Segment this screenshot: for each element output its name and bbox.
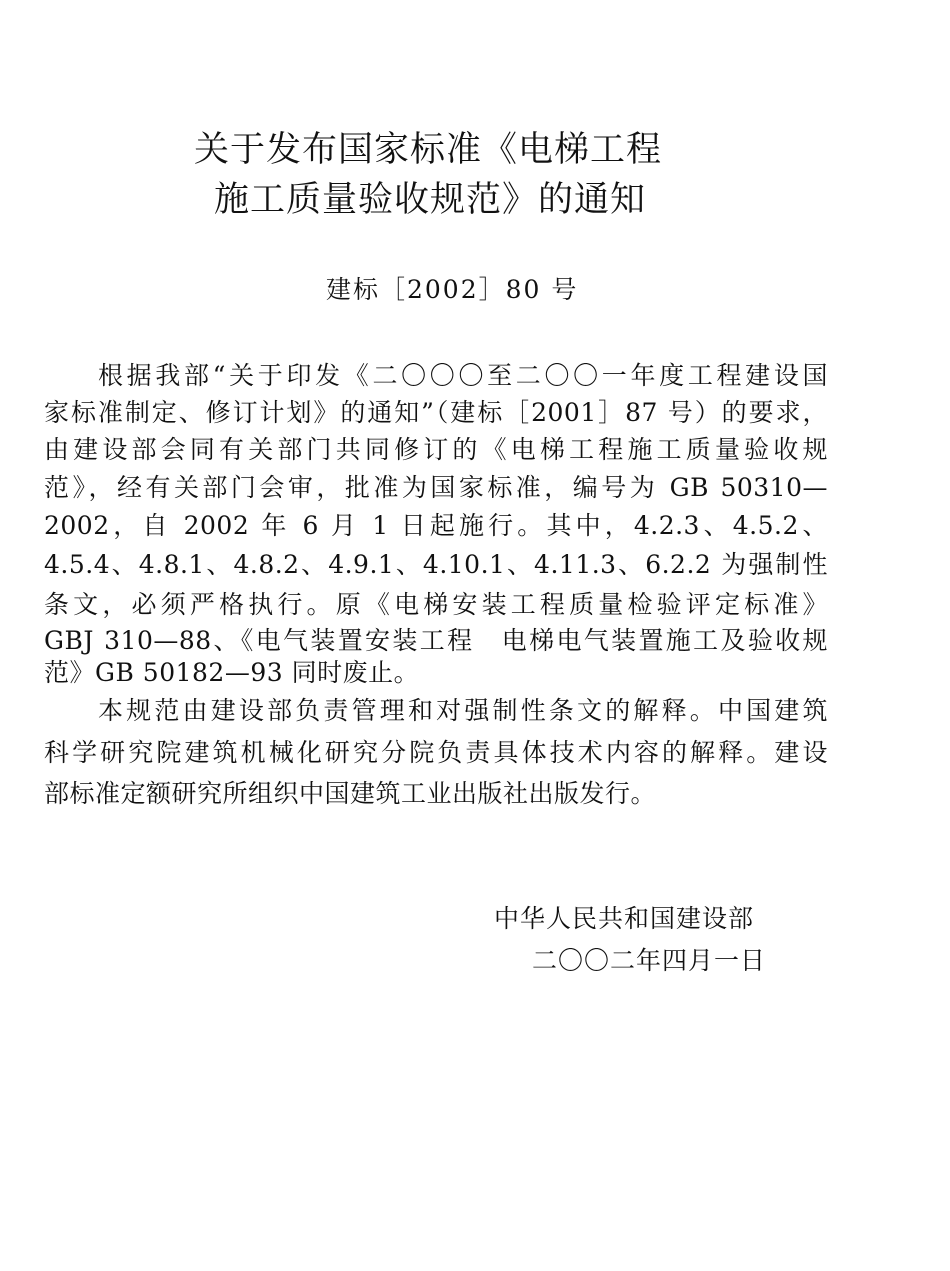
paragraph-2-line-2: 科学研究院建筑机械化研究分院负责具体技术内容的解释。建设 xyxy=(44,738,828,767)
paragraph-1-line-5: 2002，自 2002 年 6 月 1 日起施行。其中，4.2.3、4.5.2、 xyxy=(44,511,828,540)
notice-title-line-1: 关于发布国家标准《电梯工程 xyxy=(194,130,663,170)
paragraph-1-line-3: 由建设部会同有关部门共同修订的《电梯工程施工质量验收规 xyxy=(44,435,828,464)
paragraph-1-line-7: 条文，必须严格执行。原《电梯安装工程质量检验评定标准》 xyxy=(44,590,828,619)
paragraph-2-line-3: 部标准定额研究所组织中国建筑工业出版社出版发行。 xyxy=(44,779,657,808)
issuing-authority: 中华人民共和国建设部 xyxy=(494,904,755,933)
document-number: 建标［2002］80 号 xyxy=(326,275,579,304)
paragraph-1-line-8: GBJ 310—88、《电气装置安装工程 电梯电气装置施工及验收规 xyxy=(44,626,828,655)
paragraph-2-line-1: 本规范由建设部负责管理和对强制性条文的解释。中国建筑 xyxy=(98,696,828,725)
paragraph-1-line-2: 家标准制定、修订计划》的通知”（建标［2001］87 号）的要求， xyxy=(44,398,828,427)
issue-date: 二〇〇二年四月一日 xyxy=(532,946,767,975)
notice-title-line-2: 施工质量验收规范》的通知 xyxy=(214,180,647,220)
paragraph-1-line-9: 范》GB 50182—93 同时废止。 xyxy=(44,658,420,687)
paragraph-1-line-6: 4.5.4、4.8.1、4.8.2、4.9.1、4.10.1、4.11.3、6.2.2 为强制性 xyxy=(44,550,828,579)
paragraph-1-line-4: 范》，经有关部门会审，批准为国家标准，编号为 GB 50310— xyxy=(44,473,828,502)
paragraph-1-line-1: 根据我部“关于印发《二〇〇〇至二〇〇一年度工程建设国 xyxy=(98,361,828,390)
